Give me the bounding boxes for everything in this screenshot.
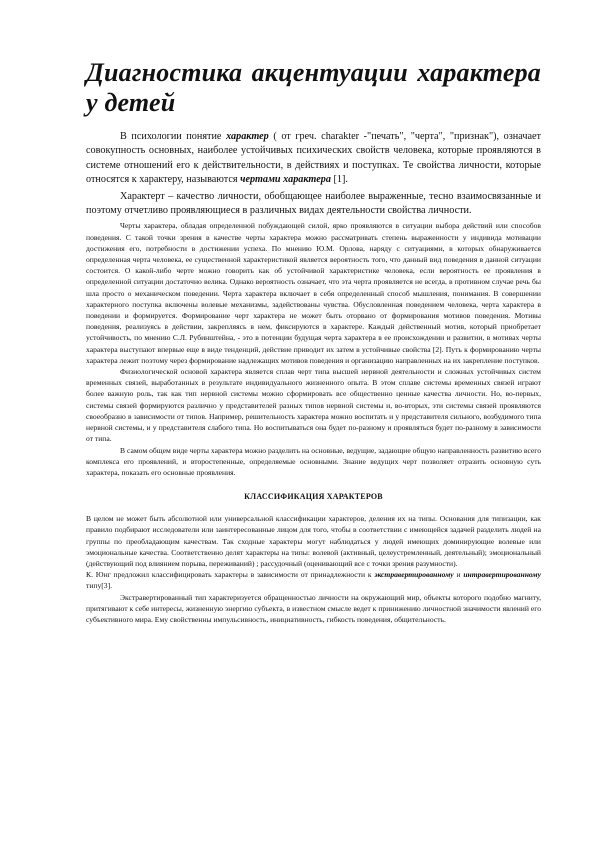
body-paragraph-jung: [86, 569, 541, 591]
intro-paragraph-character-definition: [86, 130, 541, 188]
intro-paragraph-character-quality: Характерт – качество личности, обобщающее наиболее выраженные, тесно взаимосвязанные и поэтому отчетливо проявляющиеся в различных видах деятельности свойства личности.: [86, 190, 541, 217]
term-character: характер: [226, 131, 269, 142]
text-run: В психологии понятие: [120, 131, 227, 142]
body-paragraph-extravert-type: Экстравертированный тип характеризуется обращенностью личности на окружающий мир, объекты которого подобно магниту, притягивают к себе интересы, жизненную энергию субъекта, в известном смысле ведет к принижению личностной значимости явлений его субъективного мира. Ему свойственны импульсивность, инициативность, гибкость поведения, общительность.: [86, 592, 541, 624]
body-paragraph-physiology: Физиологической основой характера является сплав черт типа высшей нервной деятельности и сложных устойчивых систем временных связей, выработанных в результате индивидуального жизненного опыта. В этом сплаве системы временных связей играют более важную роль, так как тип нервной системы можно сформировать все общественно ценные качества личности. Но, во-первых, системы связей формируются различно у представителей разных типов нервной системы и, во-вторых, эти системы связей проявляются своеобразно в зависимости от типов. Например, решительность характера можно воспитать и у представителя сильного, возбудимого типа нервной системы, и у представителя слабого типа. Но воспитываться она будет по-разному и проявляться будет по-разному в зависимости от типа.: [86, 367, 541, 444]
text-run: и: [453, 570, 464, 580]
text-run: [1].: [330, 174, 348, 186]
term-introverted: интравертированному: [463, 570, 541, 580]
body-paragraph-traits: Черты характера, обладая определенной побуждающей силой, ярко проявляются в ситуации выбора действий или способов поведения. С такой точки зрения в качестве черты характера можно рассматривать степень выраженности у индивида мотивации достижения его, потребности в достижении успеха. По мнению Ю.М. Орлова, наряду с ситуациями, в которых обнаруживается определенная черта человека, ее существенной характеристикой является вероятность того, что данный вид поведения в данной ситуации состоится. О какой-либо черте можно говорить как об устойчивой характеристике человека, если вероятность ее проявления в определенной ситуации достаточно велика. Однако вероятность означает, что эта черта проявляется не всегда, в противном случае речь бы шла просто о механическом поведении. Черта характера включает в себя определенный способ мышления, понимания. В совершении характерного поступка включены волевые механизмы, задействованы чувства. Обусловленная поведением человека, черта характера в поведении и формируется. Формирование черт характера не может быть оторвано от формирования мотивов поведения. Мотивы поведения, реализуясь в действии, закрепляясь в нем, фиксируются в характере. Каждый действенный мотив, который приобретает устойчивость, по мнению С.Л. Рубинштейна, - это в потенции будущая черта характера в ее происхождении и развитии, в мотивах черты характера выступают впервые еще в виде тенденций, действие приводит их затем в устойчивые свойства [2]. Путь к формированию черты характера лежит поэтому через формирование надлежащих мотивов поведения и организацию направленных на их закрепление поступков.: [86, 221, 541, 365]
body-paragraph-leading-traits: В самом общем виде черты характера можно разделить на основные, ведущие, задающие общую направленность развитию всего комплекса его проявлений, и второстепенные, определяемые основными. Знание ведущих черт позволяет отразить основную суть характера, показать его основные проявления.: [86, 445, 541, 477]
text-run: типу[3].: [86, 581, 112, 591]
text-run: ( от греч. charakter -"печать", "черта", "признак"), означает совокупность основных, наиболее устойчивых психических свойств человека, которые проявляются в системе отношений его к действительности, в действиях и поступках. Те свойства личности, которые относятся к характеру, называются: [86, 131, 541, 186]
term-extraverted: экстравертированному: [374, 570, 454, 580]
term-character-traits: чертами характера: [240, 174, 331, 186]
document-title: Диагностика акцентуации характера у детей: [86, 58, 541, 117]
section-heading-classification: КЛАССИФИКАЦИЯ ХАРАКТЕРОВ: [244, 492, 383, 502]
body-paragraph-classification: В целом не может быть абсолютной или универсальной классификации характеров, деления их на типы. Основания для типизации, как правило подбирают исследователи или заинтересованные лицом для того, чтобы в соответствии с имеющейся задачей разделить людей на группы по преобладающим качествам. Так сходные характеры могут наблюдаться у людей имеющих доминирующие волевые или эмоциональные качества. Соответственно делят характеры на типы: волевой (активный, целеустремленный, деятельный); эмоциональный (действующий под влиянием порыва, переживаний) ; рассудочный (оценивающий все с точки зрения разумности).: [86, 514, 541, 568]
text-run: К. Юнг предложил классифицировать характеры в зависимости от принадлежности к: [86, 570, 375, 580]
